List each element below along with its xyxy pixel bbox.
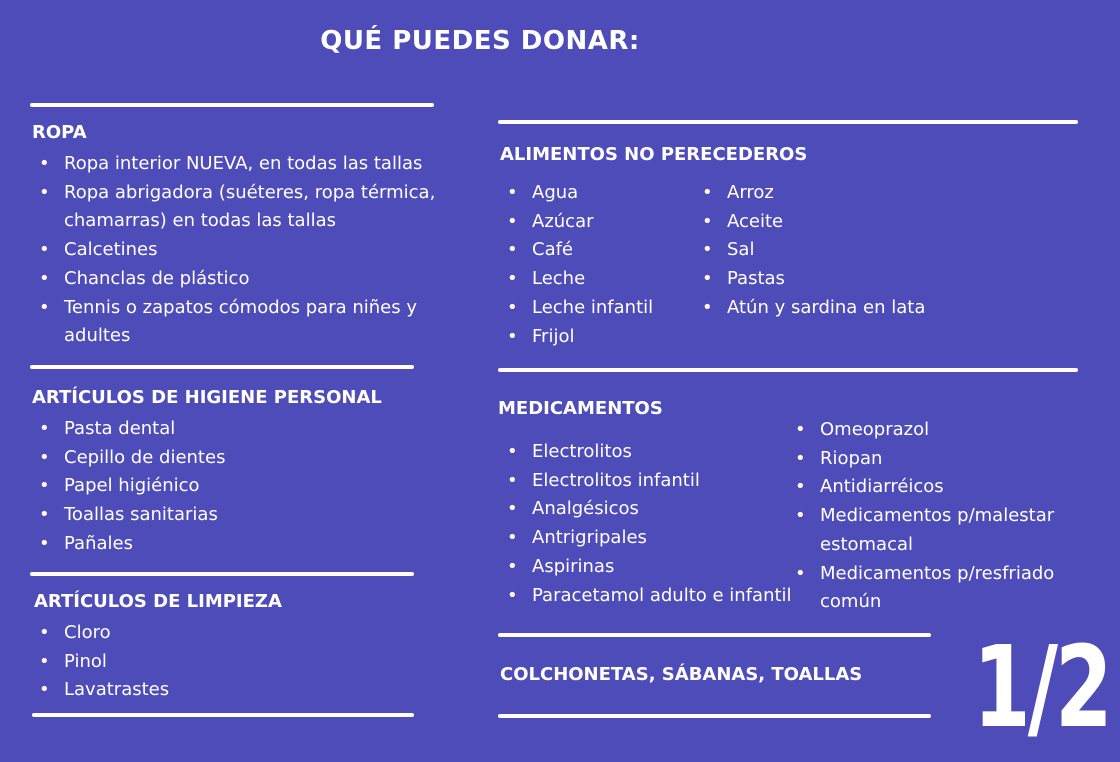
list-item: • Atún y sardina en lata	[695, 294, 925, 323]
divider	[32, 713, 414, 717]
list-item: • Paracetamol adulto e infantil	[500, 582, 792, 611]
divider	[498, 633, 931, 637]
list-item: • Omeoprazol	[788, 416, 1054, 445]
list-medicamentos-col1	[500, 438, 792, 610]
section-heading-colchonetas: COLCHONETAS, SÁBANAS, TOALLAS	[500, 664, 863, 685]
list-item: • Chanclas de plástico	[32, 265, 435, 294]
section-heading-limpieza: ARTÍCULOS DE LIMPIEZA	[34, 591, 282, 612]
list-item: • Riopan	[788, 445, 1054, 474]
list-item: • Tennis o zapatos cómodos para niñes y	[32, 294, 435, 323]
list-item: • Cloro	[32, 619, 169, 648]
list-item-continued: adultes	[64, 325, 131, 347]
section-heading-higiene: ARTÍCULOS DE HIGIENE PERSONAL	[32, 387, 382, 408]
list-item: • Leche	[500, 265, 653, 294]
list-ropa	[32, 150, 435, 351]
list-item-continued: común	[820, 591, 882, 613]
list-item-continued: chamarras) en todas las tallas	[64, 210, 336, 232]
list-item-continued: estomacal	[820, 533, 914, 555]
list-item: • Frijol	[500, 323, 653, 352]
list-item: • Aceite	[695, 208, 925, 237]
list-item: • Electrolitos infantil	[500, 467, 792, 496]
list-item: • Arroz	[695, 179, 925, 208]
list-item: • Pañales	[32, 530, 225, 559]
divider	[30, 572, 414, 576]
list-item: • Sal	[695, 236, 925, 265]
list-medicamentos-col2	[788, 416, 1054, 617]
list-item: • Pastas	[695, 265, 925, 294]
list-alimentos-col2	[695, 179, 925, 323]
list-item: • Ropa abrigadora (suéteres, ropa térmica,	[32, 179, 435, 208]
list-higiene	[32, 415, 225, 559]
list-item: • Aspirinas	[500, 553, 792, 582]
list-item: • Lavatrastes	[32, 676, 169, 705]
list-item: • Pasta dental	[32, 415, 225, 444]
divider	[30, 365, 414, 369]
section-heading-alimentos: ALIMENTOS NO PERECEDEROS	[500, 144, 808, 165]
divider	[498, 368, 1078, 372]
list-item: • Antidiarréicos	[788, 473, 1054, 502]
list-item: • Ropa interior NUEVA, en todas las tallas	[32, 150, 435, 179]
list-item: • Papel higiénico	[32, 472, 225, 501]
list-item: • Toallas sanitarias	[32, 501, 225, 530]
divider	[498, 714, 931, 718]
list-item: • Medicamentos p/resfriado	[788, 560, 1054, 589]
list-item: • Pinol	[32, 648, 169, 677]
list-alimentos-col1	[500, 179, 653, 351]
divider	[30, 103, 434, 107]
list-item: • Café	[500, 236, 653, 265]
list-limpieza	[32, 619, 169, 705]
page-title: QUÉ PUEDES DONAR:	[320, 26, 640, 56]
page-indicator: 1/2	[973, 623, 1110, 753]
list-item: • Electrolitos	[500, 438, 792, 467]
list-item: • Azúcar	[500, 208, 653, 237]
list-item: • Leche infantil	[500, 294, 653, 323]
list-item: • Antrigripales	[500, 524, 792, 553]
list-item: • Medicamentos p/malestar	[788, 502, 1054, 531]
list-item: • Agua	[500, 179, 653, 208]
list-item: • Calcetines	[32, 236, 435, 265]
list-item: • Analgésicos	[500, 495, 792, 524]
list-item: • Cepillo de dientes	[32, 444, 225, 473]
section-heading-ropa: ROPA	[32, 122, 87, 143]
section-heading-medicamentos: MEDICAMENTOS	[498, 398, 663, 419]
divider	[498, 120, 1078, 124]
